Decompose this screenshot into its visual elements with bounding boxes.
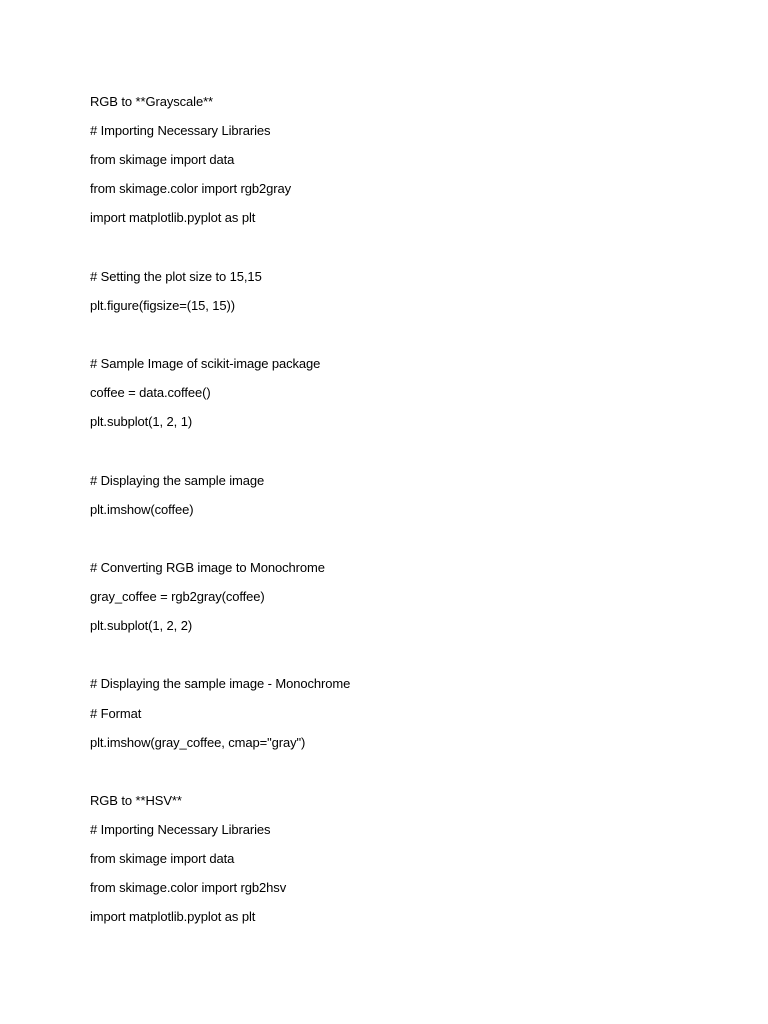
comment-line: # Importing Necessary Libraries xyxy=(90,123,271,138)
code-line: coffee = data.coffee() xyxy=(90,385,211,400)
code-line: from skimage import data xyxy=(90,851,235,866)
comment-line: # Setting the plot size to 15,15 xyxy=(90,269,262,284)
comment-line: # Converting RGB image to Monochrome xyxy=(90,560,325,575)
code-line: plt.subplot(1, 2, 2) xyxy=(90,618,193,633)
section-heading-grayscale: RGB to **Grayscale** xyxy=(90,94,213,109)
code-line: gray_coffee = rgb2gray(coffee) xyxy=(90,589,265,604)
comment-line: # Format xyxy=(90,706,142,721)
comment-line: # Displaying the sample image xyxy=(90,473,265,488)
comment-line: # Importing Necessary Libraries xyxy=(90,822,271,837)
comment-line: # Displaying the sample image - Monochrome xyxy=(90,676,351,691)
code-line: plt.figure(figsize=(15, 15)) xyxy=(90,298,235,313)
code-line: plt.subplot(1, 2, 1) xyxy=(90,414,193,429)
section-heading-hsv: RGB to **HSV** xyxy=(90,793,182,808)
code-line: from skimage import data xyxy=(90,152,235,167)
code-line: plt.imshow(gray_coffee, cmap="gray") xyxy=(90,735,306,750)
code-line: from skimage.color import rgb2gray xyxy=(90,181,292,196)
comment-line: # Sample Image of scikit-image package xyxy=(90,356,321,371)
code-line: import matplotlib.pyplot as plt xyxy=(90,210,256,225)
code-line: from skimage.color import rgb2hsv xyxy=(90,880,287,895)
code-line: import matplotlib.pyplot as plt xyxy=(90,909,256,924)
code-line: plt.imshow(coffee) xyxy=(90,502,194,517)
